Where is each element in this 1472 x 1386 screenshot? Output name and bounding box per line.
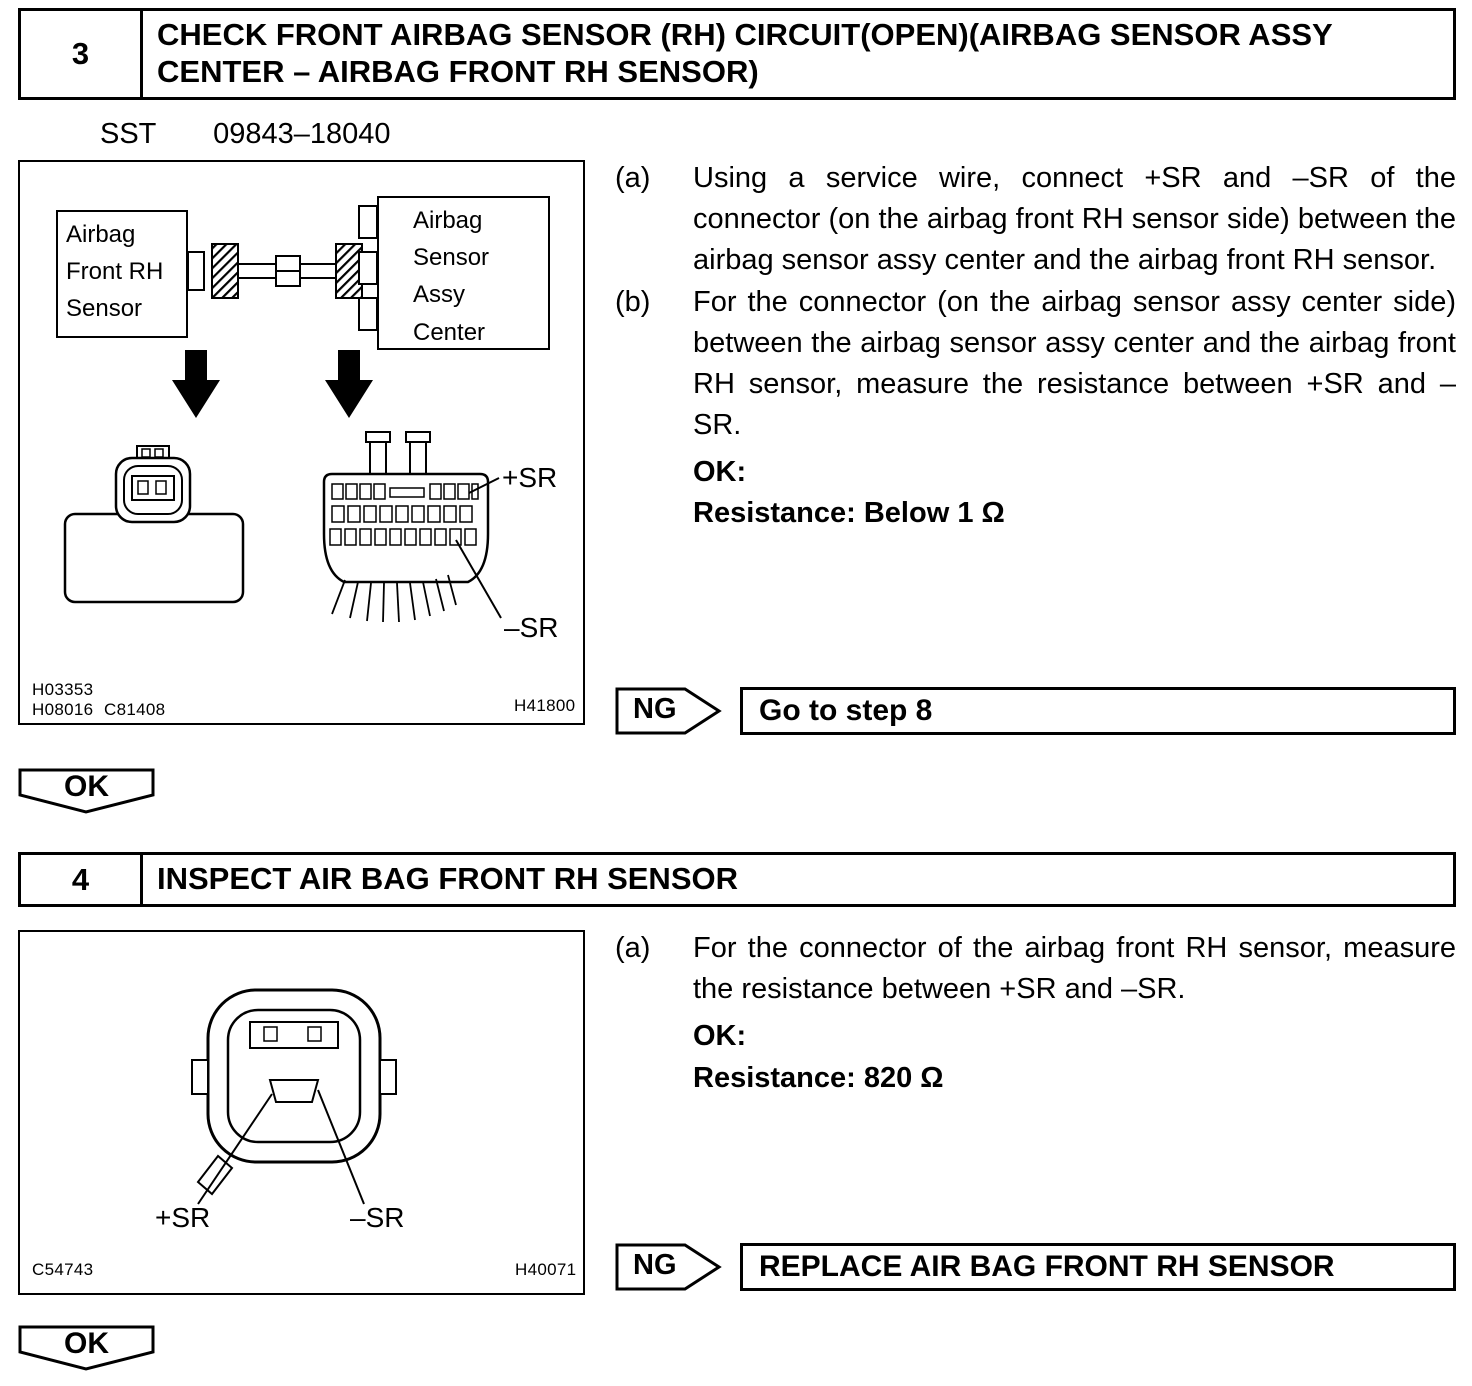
sst-label: SST (100, 118, 157, 150)
label-line: Center (413, 318, 486, 346)
figure-code: H40071 (515, 1260, 577, 1279)
ok-label: OK (64, 770, 109, 803)
plus-sr-label: +SR (155, 1202, 211, 1233)
down-arrow-icon (172, 350, 220, 418)
instruction-item (615, 282, 1456, 447)
sst-line (100, 118, 390, 151)
sst-value: 09843–18040 (213, 118, 391, 150)
step3-ng-row (615, 687, 1456, 735)
step3-ng-action: Go to step 8 (740, 687, 1456, 735)
figure-code: C81408 (104, 700, 166, 719)
step3-title: CHECK FRONT AIRBAG SENSOR (RH) CIRCUIT(OPEN)(AIRBAG SENSOR ASSY CENTER – AIRBAG FRONT RH SENSOR) (157, 17, 1333, 90)
ok-label: OK (64, 1327, 109, 1360)
figure-code: H03353 (32, 680, 94, 699)
step4-ng-row (615, 1243, 1456, 1291)
ng-label: NG (633, 1249, 677, 1281)
item-text: Using a service wire, connect +SR and –SR of the connector (on the airbag front RH sensor side) between the airbag sensor assy center and the airbag front RH sensor. (693, 162, 1456, 277)
service-wire-drawing (188, 206, 377, 330)
ok-arrow-icon (18, 1325, 156, 1372)
label-airbag-front-rh-sensor (56, 210, 188, 338)
ok-arrow-icon (18, 768, 156, 815)
ng-arrow-icon (615, 687, 723, 735)
step3-instructions (615, 158, 1456, 535)
step4-ng-action: REPLACE AIR BAG FRONT RH SENSOR (740, 1243, 1456, 1291)
ok-heading: OK: (693, 1020, 747, 1053)
ok-heading: OK: (693, 456, 747, 489)
item-marker: (a) (615, 162, 651, 194)
label-line: Sensor (413, 244, 490, 272)
ng-arrow-icon (615, 1243, 723, 1291)
figure-code: H41800 (514, 696, 576, 715)
step3-figure (18, 160, 585, 725)
item-text: For the connector (on the airbag sensor assy center side) between the airbag sensor assy center and the airbag front RH sensor, measure the resistance between +SR and –SR. (693, 285, 1456, 442)
assy-center-connector-drawing (324, 432, 488, 582)
step3-number: 3 (21, 11, 143, 97)
step4-title: INSPECT AIR BAG FRONT RH SENSOR (157, 861, 738, 896)
item-text: For the connector of the airbag front RH sensor, measure the resistance between +SR and –SR. (693, 932, 1456, 1006)
resistance-spec: Resistance: Below 1 Ω (693, 497, 1005, 530)
front-rh-sensor-connector-front-view (192, 990, 396, 1194)
figure-code: C54743 (32, 1260, 94, 1279)
item-marker: (a) (615, 932, 651, 964)
label-line: Assy (413, 281, 466, 309)
minus-sr-label: –SR (504, 612, 559, 643)
front-rh-sensor-connector-drawing (65, 446, 243, 602)
step4-figure (18, 930, 585, 1295)
step4-instructions (615, 928, 1456, 1099)
instruction-item (615, 158, 1456, 282)
resistance-spec: Resistance: 820 Ω (693, 1061, 944, 1094)
step4-diagram (20, 932, 583, 1293)
step4-number: 4 (21, 855, 143, 904)
down-arrow-icon (325, 350, 373, 418)
figure-code: H08016 (32, 700, 94, 719)
label-line: Airbag (66, 221, 136, 248)
instruction-item (615, 928, 1456, 1010)
label-line: Sensor (66, 295, 143, 323)
step4-header (18, 852, 1456, 907)
label-line: Front RH (66, 258, 164, 286)
plus-sr-label: +SR (502, 462, 558, 493)
step3-header (18, 8, 1456, 100)
label-airbag-sensor-assy-center (377, 196, 550, 350)
ng-label: NG (633, 693, 677, 725)
minus-sr-label: –SR (350, 1202, 405, 1233)
item-marker: (b) (615, 285, 651, 318)
label-line: Airbag (413, 207, 483, 234)
